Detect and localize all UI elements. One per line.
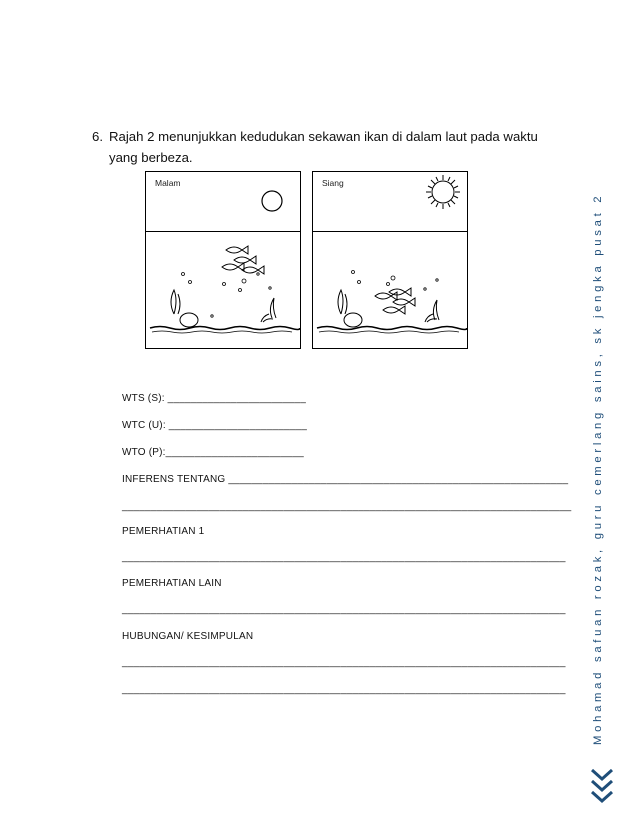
- day-label: Siang: [322, 178, 344, 188]
- inferens-answer-line[interactable]: ______________________________________________________________________________: [122, 501, 572, 512]
- sea-floor: [317, 327, 467, 330]
- night-scene-drawing: [146, 172, 302, 350]
- pemerhatian1-label: PEMERHATIAN 1: [122, 526, 205, 537]
- fish-school-icon: [222, 246, 264, 274]
- fish-school-icon: [375, 288, 415, 314]
- hubungan-answer-line-1[interactable]: _____________________________________________________________________________: [122, 657, 566, 668]
- hubungan-label: HUBUNGAN/ KESIMPULAN: [122, 631, 254, 642]
- day-panel: [312, 171, 468, 349]
- pemerhatian-lain-label: PEMERHATIAN LAIN: [122, 578, 222, 589]
- pemerhatian1-answer-line[interactable]: _____________________________________________________________________________: [122, 552, 566, 563]
- author-sidebar-text: Mohamad safuan rozak, guru cemerlang sains, sk jengka pusat 2: [592, 192, 604, 745]
- pemerhatian-lain-answer-line[interactable]: _____________________________________________________________________________: [122, 604, 566, 615]
- day-scene-drawing: [313, 172, 469, 350]
- clam-icon: [344, 313, 362, 327]
- question-text: Rajah 2 menunjukkan kedudukan sekawan ikan di dalam laut pada waktu yang berbeza.: [109, 129, 538, 165]
- chevron-down-icon: [589, 768, 615, 810]
- sea-floor: [150, 327, 300, 330]
- seaweed-icon: [171, 290, 276, 322]
- wts-field[interactable]: WTS (S): ________________________: [122, 393, 306, 404]
- wto-field[interactable]: WTO (P):________________________: [122, 447, 304, 458]
- bubbles-icon: [352, 271, 439, 291]
- bubbles-icon: [182, 273, 272, 318]
- night-label: Malam: [155, 178, 181, 188]
- moon-icon: [262, 191, 282, 211]
- hubungan-answer-line-2[interactable]: _____________________________________________________________________________: [122, 684, 566, 695]
- night-panel: [145, 171, 301, 349]
- inferens-field[interactable]: INFERENS TENTANG ___________________________________________________________: [122, 474, 569, 485]
- wtc-field[interactable]: WTC (U): ________________________: [122, 420, 308, 431]
- clam-icon: [180, 313, 198, 327]
- sun-icon: [426, 175, 460, 209]
- question-number: 6.: [92, 129, 103, 144]
